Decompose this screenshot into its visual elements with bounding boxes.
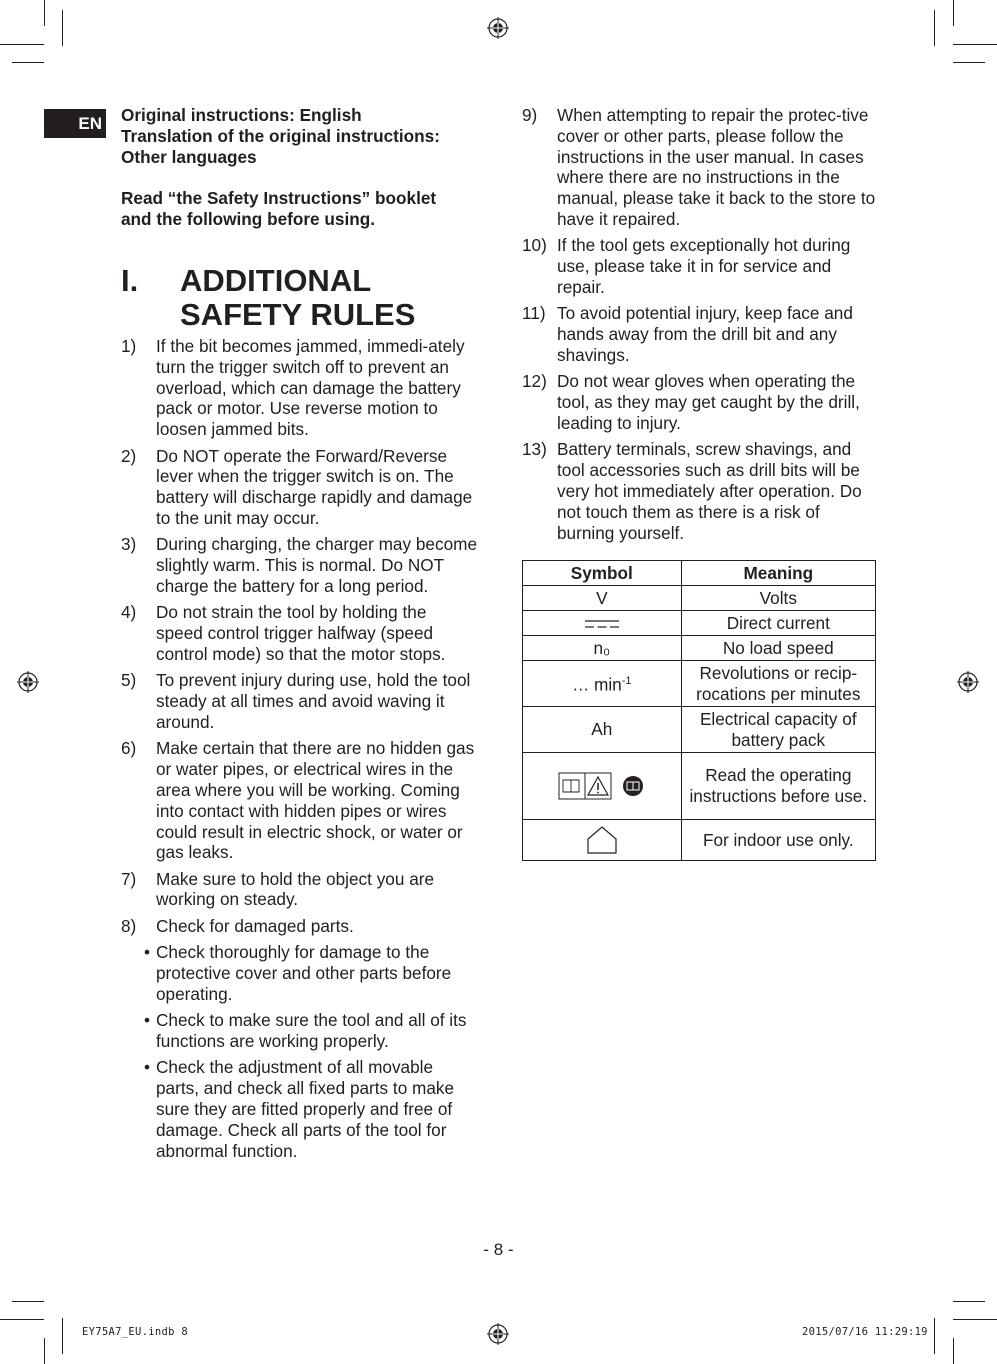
intro-block — [121, 105, 481, 230]
page-number: - 8 - — [483, 1240, 514, 1259]
list-item: 1) If the bit becomes jammed, immedi-ately turn the trigger switch off to prevent an overload, which can damage the battery pack or motor. Use reverse motion to loosen jammed bits. — [121, 336, 465, 440]
intro-line: Original instructions: English — [121, 105, 362, 125]
table-row — [523, 820, 876, 861]
direct-current-icon — [585, 619, 619, 629]
crop-mark — [934, 1318, 935, 1354]
meaning-cell: Direct current — [681, 611, 875, 636]
section-number: I. — [121, 263, 139, 298]
registration-mark-icon — [17, 671, 39, 693]
sub-bullet: • Check to make sure the tool and all of its functions are working properly. — [144, 1010, 467, 1052]
crop-mark — [0, 44, 44, 45]
crop-mark — [953, 1301, 985, 1302]
intro-line: Other languages — [121, 147, 257, 167]
table-row — [523, 586, 876, 611]
intro-line: Read “the Safety Instructions” booklet — [121, 188, 437, 208]
registration-mark-icon — [957, 671, 979, 693]
symbol-cell: V — [523, 586, 682, 611]
meaning-cell: Electrical capacity of battery pack — [681, 707, 875, 753]
list-item: 10) If the tool gets exceptionally hot during use, please take it in for service and repair. — [522, 235, 851, 297]
crop-mark — [12, 62, 44, 63]
symbol-table — [522, 560, 876, 861]
registration-mark-icon — [487, 1323, 509, 1345]
sub-bullet: • Check the adjustment of all movable parts, and check all fixed parts to make sure they are fitted properly and free of damage. Check all parts of the tool for abnormal function. — [144, 1057, 455, 1161]
registration-mark-icon — [487, 17, 509, 39]
footer-datetime: 2015/07/16 11:29:19 — [802, 1326, 928, 1338]
table-header-row — [523, 561, 876, 586]
crop-mark — [62, 1318, 63, 1354]
symbol-cell — [523, 611, 682, 636]
table-row — [523, 753, 876, 820]
crop-mark — [12, 1301, 44, 1302]
symbol-cell: … $\min^{-1}$ — [523, 661, 682, 707]
meaning-cell: Read the operating instructions before use. — [681, 753, 875, 820]
column-header: Symbol — [523, 561, 682, 586]
symbol-cell — [523, 753, 682, 820]
section-title: SAFETY RULES — [180, 297, 416, 332]
crop-mark — [934, 10, 935, 46]
table-row — [523, 661, 876, 707]
meaning-cell: Revolutions or recip-rocations per minutes — [681, 661, 875, 707]
column-header: Meaning — [681, 561, 875, 586]
list-item: 6) Make certain that there are no hidden gas or water pipes, or electrical wires in the area where you will be working. Coming into contact with hidden pipes or wires could result in electric shock, or water or gas leaks. — [121, 738, 475, 863]
crop-mark — [44, 0, 45, 26]
footer-file: EY75A7_EU.indb 8 — [82, 1326, 188, 1338]
list-item: 11) To avoid potential injury, keep face and hands away from the drill bit and any shavings. — [522, 303, 853, 365]
intro-line: and the following before using. — [121, 209, 375, 229]
crop-mark — [953, 1338, 954, 1364]
list-item: 7) Make sure to hold the object you are working on steady. — [121, 868, 435, 910]
table-row — [523, 707, 876, 753]
crop-mark — [953, 1319, 997, 1320]
crop-mark — [953, 62, 985, 63]
list-item: 5) To prevent injury during use, hold the tool steady at all times and avoid waving it around. — [121, 670, 471, 732]
list-item: 3) During charging, the charger may become slightly warm. This is normal. Do NOT charge the battery for a long period. — [121, 534, 477, 596]
list-item: 2) Do NOT operate the Forward/Reverse lever when the trigger switch is on. The battery will discharge rapidly and damage to the unit may occur. — [121, 445, 473, 528]
list-item: 8) Check for damaged parts. — [121, 915, 354, 936]
rules-list-right — [522, 105, 878, 549]
symbol-cell — [523, 820, 682, 861]
list-item: 13) Battery terminals, screw shavings, and tool accessories such as drill bits will be very hot immediately after operation. Do not touch them as there is a risk of burning yourself. — [522, 439, 862, 543]
indoor-house-icon — [585, 825, 619, 855]
read-manual-icon — [558, 771, 646, 801]
crop-mark — [62, 10, 63, 46]
table-row — [523, 636, 876, 661]
language-tab: EN — [44, 109, 106, 138]
meaning-cell: Volts — [681, 586, 875, 611]
rules-list-left — [121, 336, 477, 1167]
symbol-cell: Ah — [523, 707, 682, 753]
symbol-cell: n₀ — [523, 636, 682, 661]
meaning-cell: For indoor use only. — [681, 820, 875, 861]
crop-mark — [0, 1319, 44, 1320]
list-item: 12) Do not wear gloves when operating the tool, as they may get caught by the drill, leading to injury. — [522, 371, 860, 433]
crop-mark — [953, 44, 997, 45]
list-item: 9) When attempting to repair the protec-tive cover or other parts, please follow the instructions in the user manual. In cases where there are no instructions in the manual, please take it back to the store to have it repaired. — [522, 105, 876, 229]
list-item: 4) Do not strain the tool by holding the speed control trigger halfway (speed control mode) so that the motor stops. — [121, 602, 446, 664]
meaning-cell: No load speed — [681, 636, 875, 661]
crop-mark — [953, 0, 954, 26]
table-row — [523, 611, 876, 636]
sub-bullet: • Check thoroughly for damage to the protective cover and other parts before operating. — [144, 942, 452, 1004]
intro-line: Translation of the original instructions: — [121, 126, 440, 146]
section-title: ADDITIONAL — [180, 263, 372, 298]
crop-mark — [44, 1338, 45, 1364]
